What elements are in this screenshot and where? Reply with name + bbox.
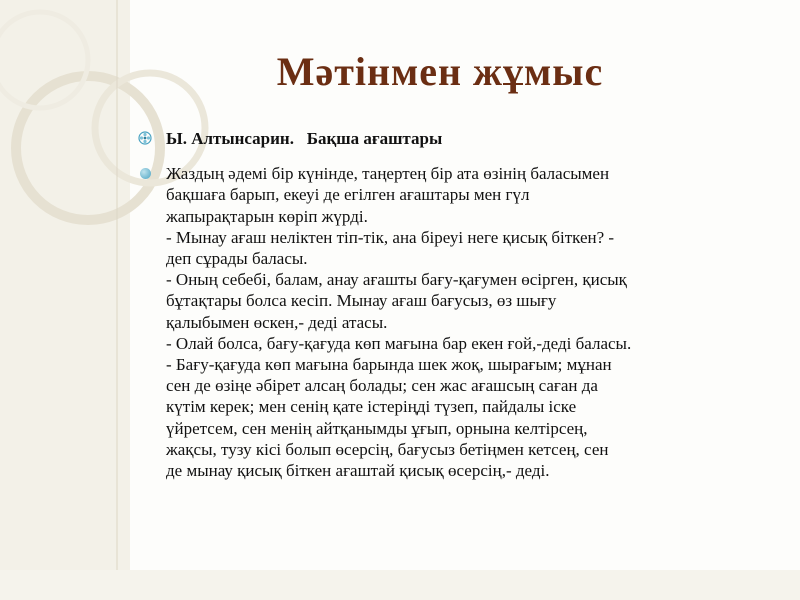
story-line: қалыбымен өскен,- деді атасы. bbox=[166, 312, 388, 332]
story-line: жапырақтарын көріп жүрді. bbox=[166, 206, 368, 226]
story-line: - Олай болса, бағу-қағуда көп мағына бар екен ғой,-деді баласы. bbox=[166, 333, 632, 353]
story-line: үйретсем, сен менің айтқанымды ұғып, орнына келтірсең, bbox=[166, 418, 588, 438]
flower-bullet-icon bbox=[138, 131, 152, 145]
story-line: Жаздың әдемі бір күнінде, таңертең бір ата өзінің баласымен bbox=[166, 164, 610, 184]
slide-title: Мәтінмен жұмыс bbox=[276, 49, 604, 94]
story-line: - Бағу-қағуда көп мағына барында шек жоқ, шырағым; мұнан bbox=[166, 355, 612, 375]
story-line: де мынау қисық біткен ағаштай қисық өсерсің,- деді. bbox=[166, 461, 550, 481]
story-line: - Мынау ағаш неліктен тіп-тік, ана біреуі неге қисық біткен? - bbox=[166, 227, 615, 247]
bullet-item-story bbox=[138, 163, 778, 481]
story-line: бақшаға барып, екеуі де егілген ағаштары мен гүл bbox=[166, 185, 530, 205]
bullet-heading-text: Ы. Алтынсарин. Бақша ағаштары bbox=[166, 129, 443, 148]
story-line: бұтақтары болса кесіп. Мынау ағаш бағусыз, өз шығу bbox=[166, 291, 557, 311]
story-line: жақсы, тузу кісі болып өсерсің, бағусыз бетіңмен кетсең, сен bbox=[166, 439, 609, 459]
story-line: - Оның себебі, балам, анау ағашты бағу-қағумен өсірген, қисық bbox=[166, 270, 627, 290]
story-line: деп сұрады баласы. bbox=[166, 249, 308, 269]
story-line: сен де өзіңе әбірет алсаң болады; сен жас ағашсың саған да bbox=[166, 376, 598, 396]
dot-bullet-icon bbox=[140, 168, 151, 179]
story-line: күтім керек; мен сенің қате істеріңді түзеп, пайдалы іске bbox=[166, 397, 577, 417]
bullet-item-heading bbox=[138, 128, 778, 149]
bullet-list bbox=[138, 128, 778, 481]
